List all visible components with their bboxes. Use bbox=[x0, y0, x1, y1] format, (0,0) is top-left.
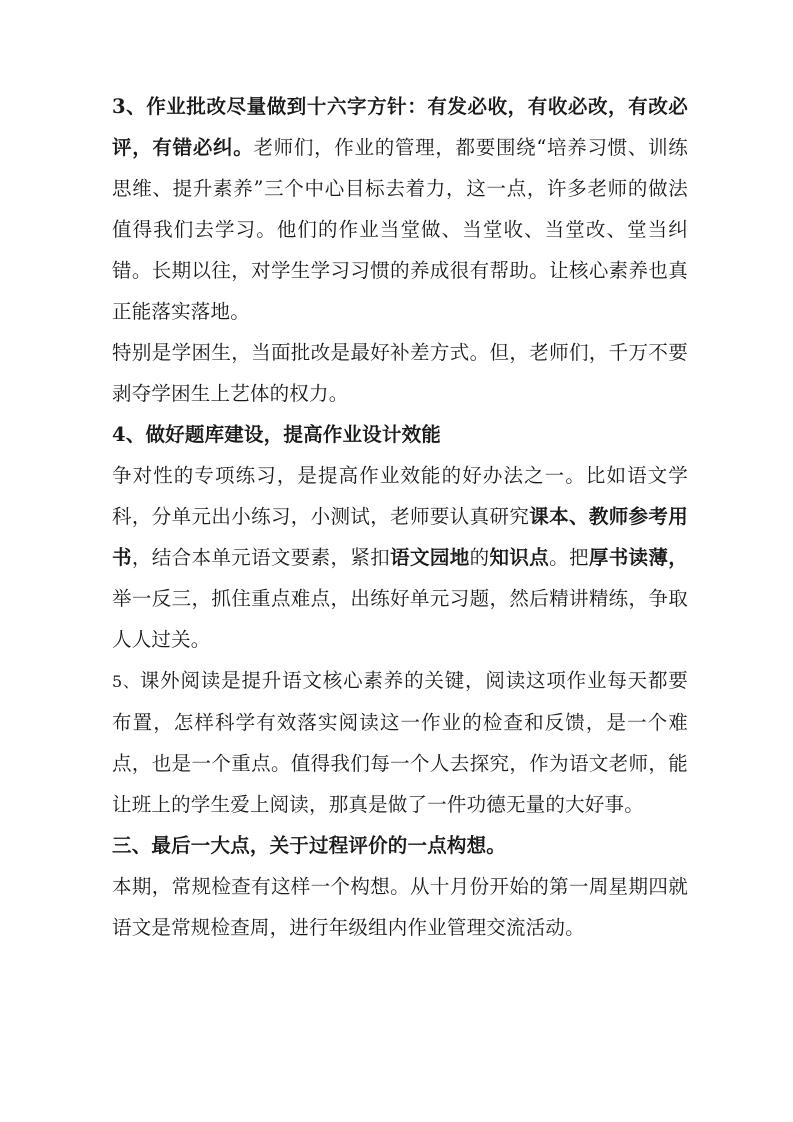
text-run: 3、作业批改尽量做到十六字方针：有发必收，有收必改，有改必评，有错必纠。 bbox=[112, 95, 688, 159]
paragraph-item-4 bbox=[112, 455, 688, 660]
heading-section-three bbox=[112, 825, 688, 866]
text-run: 。把 bbox=[549, 546, 589, 569]
text-run: 4、做好题库建设，提高作业设计效能 bbox=[112, 423, 441, 446]
text-run: 语文园地 bbox=[390, 546, 470, 569]
paragraph-item-5 bbox=[112, 660, 688, 825]
document-body bbox=[112, 86, 688, 948]
text-run: 知识点 bbox=[489, 546, 550, 569]
paragraph-item-3 bbox=[112, 86, 688, 332]
text-run: 举一反三，抓住重点难点，出练好单元习题，然后精讲精练，争取人人过关。 bbox=[112, 587, 688, 651]
text-run: 争对性的专项练习，是提高作业效能的好办法之一。比如语文学科，分单元出小练习，小测试，老师要认真研究 bbox=[112, 464, 688, 528]
text-run: ，结合本单元语文要素，紧扣 bbox=[131, 546, 391, 569]
paragraph-closing bbox=[112, 866, 688, 948]
text-run: 课本、教师参考用书 bbox=[112, 505, 688, 569]
text-run: 课外阅读是提升语文核心素养的关键，阅读这项作业每天都要布置，怎样科学有效落实阅读这一作业的检查和反馈，是一个难点，也是一个重点。值得我们每一个人去探究，作为语文老师，能让班上的学生爱上阅读，那真是做了一件功德无量的大好事。 bbox=[112, 669, 688, 816]
text-run: 特别是学困生，当面批改是最好补差方式。但，老师们，千万不要剥夺学困生上艺体的权力。 bbox=[112, 341, 688, 405]
heading-item-4 bbox=[112, 414, 688, 455]
text-run: 的 bbox=[469, 546, 490, 569]
text-run: 5、 bbox=[112, 672, 140, 691]
text-run: 本期，常规检查有这样一个构想。从十月份开始的第一周星期四就语文是常规检查周，进行年级组内作业管理交流活动。 bbox=[112, 875, 688, 939]
text-run: 三、最后一大点，关于过程评价的一点构想。 bbox=[112, 834, 507, 857]
paragraph-special-case bbox=[112, 332, 688, 414]
text-run: 老师们，作业的管理，都要围绕“培养习惯、训练思维、提升素养”三个中心目标去着力，这一点，许多老师的做法值得我们去学习。他们的作业当堂做、当堂收、当堂改、堂当纠错。长期以往，对学生学习习惯的养成很有帮助。让核心素养也真正能落实落地。 bbox=[112, 136, 689, 323]
text-run: 厚书读薄， bbox=[588, 546, 688, 569]
